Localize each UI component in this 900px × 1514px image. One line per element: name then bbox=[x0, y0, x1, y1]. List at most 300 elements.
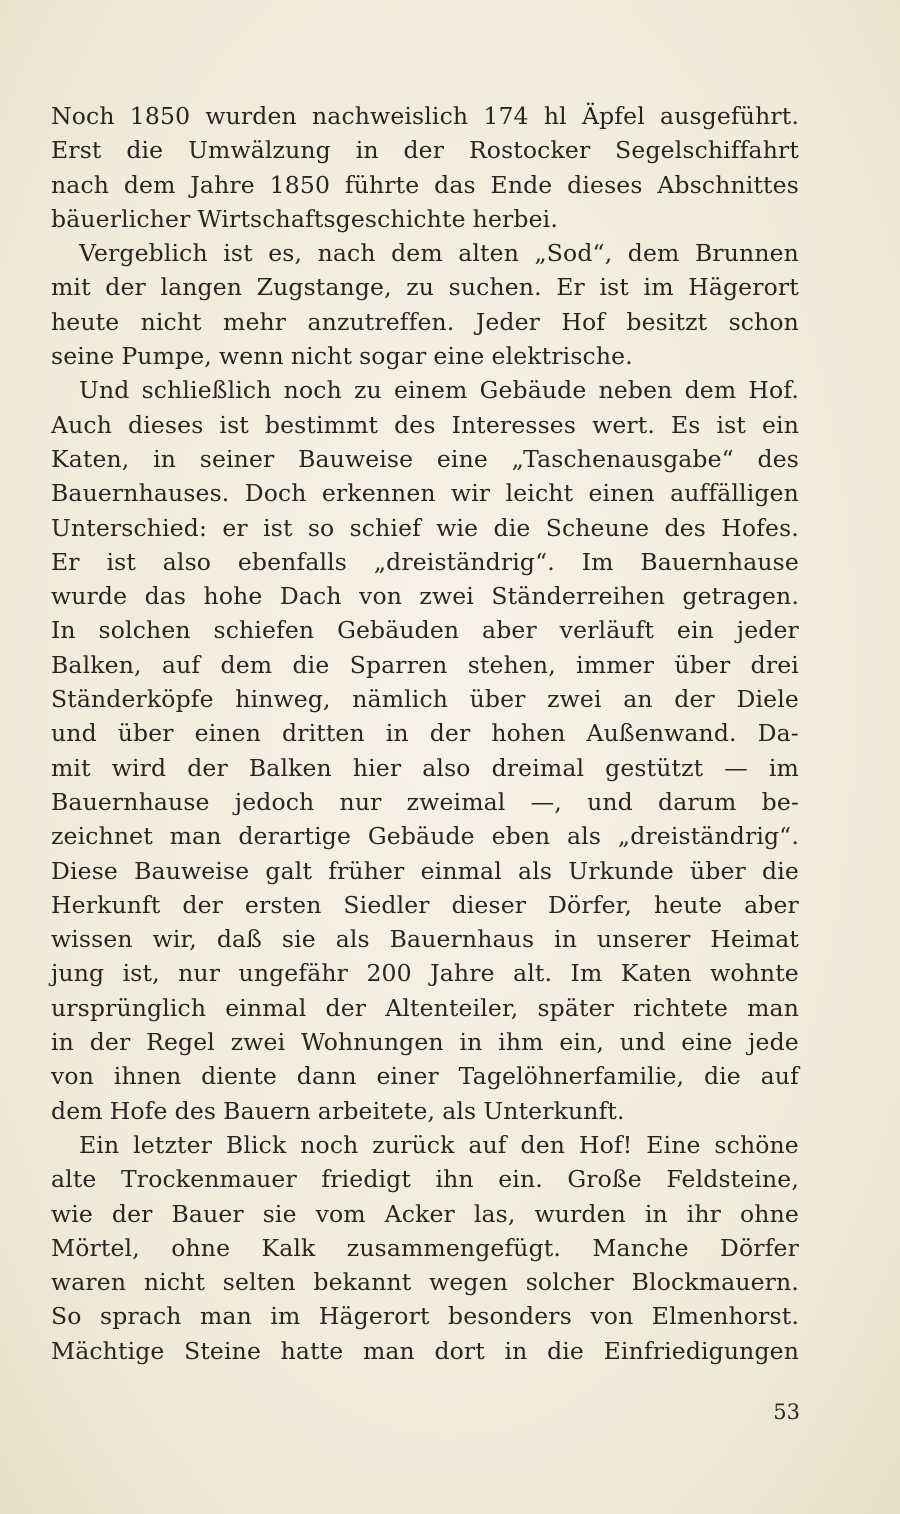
word: Hägerort bbox=[318, 1302, 430, 1331]
word: Dörfer bbox=[720, 1233, 799, 1262]
word: erkennen bbox=[321, 479, 436, 508]
word: Gebäude bbox=[367, 822, 475, 851]
word: wert. bbox=[592, 410, 655, 439]
word: Hof! bbox=[578, 1130, 633, 1159]
word: dritten bbox=[282, 719, 365, 748]
word: jeder bbox=[736, 616, 799, 645]
text-line bbox=[51, 1059, 799, 1093]
word: galt bbox=[265, 856, 313, 885]
word: herbei. bbox=[472, 204, 558, 233]
word: Hof. bbox=[748, 376, 799, 405]
word: einen bbox=[588, 479, 655, 508]
text-line bbox=[51, 648, 799, 682]
word: Diele bbox=[736, 685, 799, 714]
word: Siedler bbox=[343, 890, 430, 919]
word: „dreiständrig“. bbox=[617, 822, 799, 851]
text-line bbox=[51, 270, 799, 304]
word: wir bbox=[450, 479, 491, 508]
text-line bbox=[51, 1162, 799, 1196]
word: Abschnittes bbox=[657, 170, 799, 199]
word: 1850 bbox=[129, 102, 191, 130]
word: und bbox=[587, 787, 633, 816]
word: in bbox=[51, 1028, 74, 1057]
word: wie bbox=[436, 513, 479, 542]
word: gestützt bbox=[605, 753, 704, 782]
word: noch bbox=[283, 376, 342, 405]
word: zwei bbox=[547, 685, 602, 714]
word: dreimal bbox=[491, 753, 585, 782]
word: sie bbox=[281, 925, 316, 954]
word: von bbox=[51, 1062, 95, 1091]
word: „Taschenausgabe“ bbox=[511, 444, 734, 473]
text-line bbox=[51, 1197, 799, 1231]
word: wenn bbox=[218, 342, 284, 371]
word: einmal bbox=[225, 993, 307, 1022]
word: eine bbox=[436, 444, 488, 473]
word: Balken, bbox=[51, 650, 142, 679]
word: ein, bbox=[559, 1028, 604, 1057]
word: Acker bbox=[384, 1199, 455, 1228]
text-line bbox=[51, 956, 799, 990]
word: man bbox=[199, 1302, 252, 1331]
text-line bbox=[51, 373, 799, 407]
word: sie bbox=[262, 1199, 297, 1228]
word: bekannt bbox=[313, 1268, 412, 1297]
word: wohnte bbox=[710, 959, 799, 988]
word: ein bbox=[676, 616, 714, 645]
word: die bbox=[762, 856, 799, 885]
word: als bbox=[442, 1096, 477, 1125]
word: Und bbox=[79, 376, 130, 405]
word: so bbox=[307, 513, 335, 542]
word: Einfriedigungen bbox=[603, 1336, 799, 1365]
text-line bbox=[51, 1128, 799, 1162]
word: schließlich bbox=[141, 376, 272, 405]
word: immer bbox=[576, 650, 655, 679]
word: der bbox=[105, 273, 146, 302]
text-line bbox=[51, 613, 799, 647]
text-line bbox=[51, 99, 799, 133]
word: stehen, bbox=[467, 650, 556, 679]
word: Ein bbox=[79, 1130, 120, 1159]
word: Katen, bbox=[51, 444, 130, 473]
word: jung bbox=[51, 959, 105, 988]
word: die bbox=[126, 136, 164, 165]
word: unserer bbox=[596, 925, 691, 954]
word: Jahre bbox=[190, 170, 255, 199]
word: mit bbox=[51, 273, 91, 302]
word: Heimat bbox=[710, 925, 799, 954]
word: in bbox=[153, 444, 177, 473]
word: der bbox=[111, 1199, 153, 1228]
body-text bbox=[51, 99, 799, 1368]
word: zweimal bbox=[406, 787, 506, 816]
text-line bbox=[51, 751, 799, 785]
text-line bbox=[51, 236, 799, 270]
word: Balken bbox=[248, 753, 332, 782]
word: getragen. bbox=[682, 582, 799, 611]
word: be- bbox=[761, 787, 799, 816]
word: des bbox=[757, 444, 799, 473]
word: eine bbox=[433, 342, 485, 371]
word: 174 bbox=[483, 102, 529, 130]
word: mehr bbox=[223, 307, 287, 336]
word: Katen bbox=[620, 959, 692, 988]
word: wie bbox=[51, 1199, 93, 1228]
word: nicht bbox=[140, 307, 202, 336]
word: eine bbox=[681, 1028, 733, 1057]
word: nach bbox=[317, 239, 376, 268]
word: wurde bbox=[51, 582, 128, 611]
word: solchen bbox=[98, 616, 191, 645]
word: über bbox=[674, 650, 731, 679]
word: Hofes. bbox=[721, 513, 799, 542]
word: führte bbox=[344, 170, 420, 199]
page-number: 53 bbox=[773, 1400, 800, 1424]
word: in bbox=[385, 719, 409, 748]
word: dem bbox=[220, 650, 273, 679]
word: im bbox=[643, 273, 674, 302]
word: 1850 bbox=[269, 170, 331, 199]
word: Dach bbox=[279, 582, 342, 611]
word: Bauernhause bbox=[51, 787, 210, 816]
word: Blick bbox=[225, 1130, 287, 1159]
word: Auch bbox=[51, 410, 113, 439]
word: ist, bbox=[122, 959, 160, 988]
word: auf bbox=[760, 1062, 799, 1091]
word: friedigt bbox=[321, 1165, 411, 1194]
word: wurden bbox=[205, 102, 297, 130]
word: solcher bbox=[525, 1268, 614, 1297]
word: einen bbox=[194, 719, 262, 748]
text-line bbox=[51, 888, 799, 922]
word: Es bbox=[670, 410, 701, 439]
word: wird bbox=[111, 753, 167, 782]
word: man bbox=[747, 993, 799, 1022]
word: hl bbox=[543, 102, 567, 130]
word: es, bbox=[268, 239, 303, 268]
word: der bbox=[182, 890, 224, 919]
text-line bbox=[51, 785, 799, 819]
word: in bbox=[504, 1336, 528, 1365]
word: diente bbox=[201, 1062, 277, 1091]
word: dem bbox=[123, 170, 176, 199]
word: Diese bbox=[51, 856, 118, 885]
word: leicht bbox=[505, 479, 574, 508]
word: In bbox=[51, 616, 76, 645]
word: nachweislich bbox=[312, 102, 469, 130]
text-line bbox=[51, 819, 799, 853]
word: noch bbox=[300, 1130, 359, 1159]
word: Bauernhaus bbox=[389, 925, 535, 954]
word: ausgeführt. bbox=[660, 102, 799, 130]
word: von bbox=[590, 1302, 634, 1331]
word: dieser bbox=[451, 890, 527, 919]
word: besitzt bbox=[626, 307, 708, 336]
word: in bbox=[554, 925, 577, 954]
text-line bbox=[51, 716, 799, 750]
word: Bauer bbox=[171, 1199, 244, 1228]
text-line bbox=[51, 133, 799, 167]
word: sogar bbox=[359, 342, 427, 371]
word: nach bbox=[51, 170, 110, 199]
word: darum bbox=[658, 787, 737, 816]
text-line bbox=[51, 1231, 799, 1265]
word: zusammengefügt. bbox=[346, 1233, 561, 1262]
word: jede bbox=[748, 1028, 799, 1057]
word: schiefen bbox=[213, 616, 315, 645]
word: zu bbox=[353, 376, 382, 405]
word: Umwälzung bbox=[188, 136, 331, 165]
word: ohne bbox=[171, 1233, 231, 1262]
word: Pumpe, bbox=[121, 342, 212, 371]
word: Dörfer, bbox=[548, 890, 633, 919]
word: auf bbox=[468, 1130, 507, 1159]
word: als bbox=[335, 925, 370, 954]
word: verläuft bbox=[559, 616, 655, 645]
word: des bbox=[174, 1096, 217, 1125]
word: man bbox=[362, 1336, 415, 1365]
word: ihr bbox=[686, 1199, 722, 1228]
word: zurück bbox=[372, 1130, 455, 1159]
word: alten bbox=[458, 239, 519, 268]
word: Äpfel bbox=[581, 102, 645, 130]
word: seine bbox=[51, 342, 115, 371]
word: dieses bbox=[128, 410, 204, 439]
word: vom bbox=[315, 1199, 366, 1228]
word: Erst bbox=[51, 136, 102, 165]
text-line bbox=[51, 991, 799, 1025]
word: Wohnungen bbox=[301, 1028, 444, 1057]
word: mit bbox=[51, 753, 91, 782]
word: also bbox=[422, 753, 471, 782]
word: nicht bbox=[143, 1268, 206, 1297]
text-line bbox=[51, 408, 799, 442]
word: Bauernhause bbox=[640, 547, 799, 576]
word: ursprünglich bbox=[51, 993, 207, 1022]
word: als bbox=[567, 822, 602, 851]
word: dort bbox=[434, 1336, 485, 1365]
word: ihm bbox=[498, 1028, 544, 1057]
word: die bbox=[493, 513, 531, 542]
text-line bbox=[51, 476, 799, 510]
word: Mörtel, bbox=[51, 1233, 140, 1262]
word: Urkunde bbox=[568, 856, 674, 885]
word: dann bbox=[296, 1062, 357, 1091]
word: waren bbox=[51, 1268, 127, 1297]
word: Hof bbox=[561, 307, 606, 336]
word: Er bbox=[51, 547, 80, 576]
word: Blockmauern. bbox=[631, 1268, 799, 1297]
word: also bbox=[162, 547, 212, 576]
word: Wirtschaftsgeschichte bbox=[197, 204, 466, 233]
word: im bbox=[768, 753, 799, 782]
word: Ende bbox=[490, 170, 553, 199]
word: schief bbox=[349, 513, 421, 542]
word: So bbox=[51, 1302, 82, 1331]
word: ein. bbox=[498, 1165, 543, 1194]
word: ebenfalls bbox=[237, 547, 348, 576]
text-line bbox=[51, 579, 799, 613]
text-line bbox=[51, 202, 799, 236]
word: zu bbox=[406, 273, 435, 302]
word: drei bbox=[750, 650, 799, 679]
word: der bbox=[325, 993, 367, 1022]
word: ist bbox=[219, 410, 249, 439]
word: einem bbox=[393, 376, 468, 405]
word: 200 bbox=[366, 959, 412, 988]
word: wurden bbox=[534, 1199, 626, 1228]
word: elektrische. bbox=[491, 342, 633, 371]
word: und bbox=[51, 719, 97, 748]
word: aber bbox=[744, 890, 799, 919]
word: der bbox=[89, 1028, 131, 1057]
word: letzter bbox=[133, 1130, 213, 1159]
word: Jahre bbox=[430, 959, 495, 988]
word: Steine bbox=[184, 1336, 262, 1365]
word: hatte bbox=[280, 1336, 344, 1365]
word: Mächtige bbox=[51, 1336, 165, 1365]
word: nicht bbox=[290, 342, 353, 371]
word: Doch bbox=[244, 479, 307, 508]
word: dem bbox=[51, 1096, 103, 1125]
text-line bbox=[51, 442, 799, 476]
text-line bbox=[51, 168, 799, 202]
word: Hofe bbox=[109, 1096, 168, 1125]
word: als bbox=[518, 856, 553, 885]
word: Gebäuden bbox=[337, 616, 460, 645]
word: heute bbox=[51, 307, 120, 336]
word: die bbox=[547, 1336, 584, 1365]
text-line bbox=[51, 854, 799, 888]
word: „dreiständrig“. bbox=[373, 547, 555, 576]
word: Altenteiler, bbox=[385, 993, 519, 1022]
text-line bbox=[51, 682, 799, 716]
word: derartige bbox=[238, 822, 352, 851]
word: dieses bbox=[567, 170, 643, 199]
word: Bauernhauses. bbox=[51, 479, 230, 508]
word: den bbox=[520, 1130, 566, 1159]
word: das bbox=[434, 170, 476, 199]
word: des bbox=[664, 513, 706, 542]
word: neben bbox=[598, 376, 673, 405]
word: heute bbox=[653, 890, 723, 919]
word: —, bbox=[530, 787, 562, 816]
word: Außenwand. bbox=[586, 719, 737, 748]
word: Große bbox=[567, 1165, 642, 1194]
word: im bbox=[270, 1302, 301, 1331]
word: zwei bbox=[230, 1028, 286, 1057]
word: ist bbox=[106, 547, 136, 576]
word: ist bbox=[716, 410, 746, 439]
word: hinweg, bbox=[235, 685, 331, 714]
word: Trockenmauer bbox=[120, 1165, 297, 1194]
word: des bbox=[394, 410, 436, 439]
word: „Sod“, bbox=[534, 239, 613, 268]
word: dem bbox=[684, 376, 737, 405]
word: anzutreffen. bbox=[307, 307, 455, 336]
word: Gebäude bbox=[479, 376, 587, 405]
word: Herkunft bbox=[51, 890, 161, 919]
word: Kalk bbox=[261, 1233, 316, 1262]
word: hier bbox=[352, 753, 402, 782]
text-line bbox=[51, 1094, 799, 1128]
word: ungefähr bbox=[238, 959, 349, 988]
text-line bbox=[51, 305, 799, 339]
text-line bbox=[51, 1265, 799, 1299]
word: die bbox=[703, 1062, 741, 1091]
word: einer bbox=[376, 1062, 439, 1091]
word: wir, bbox=[152, 925, 197, 954]
text-line bbox=[51, 1025, 799, 1059]
word: langen bbox=[160, 273, 243, 302]
word: in bbox=[644, 1199, 668, 1228]
word: Bauweise bbox=[134, 856, 250, 885]
word: früher bbox=[328, 856, 405, 885]
word: wissen bbox=[51, 925, 133, 954]
word: schöne bbox=[714, 1130, 799, 1159]
text-line bbox=[51, 1299, 799, 1333]
word: dem bbox=[627, 239, 680, 268]
word: arbeitete, bbox=[317, 1096, 436, 1125]
word: Scheune bbox=[545, 513, 650, 542]
word: aber bbox=[482, 616, 537, 645]
word: Noch bbox=[51, 102, 115, 130]
text-line bbox=[51, 339, 799, 373]
word: in bbox=[459, 1028, 483, 1057]
word: bäuerlicher bbox=[51, 204, 191, 233]
word: — bbox=[724, 753, 748, 782]
word: Vergeblich bbox=[79, 239, 208, 268]
word: der bbox=[674, 685, 715, 714]
text-line bbox=[51, 511, 799, 545]
word: das bbox=[144, 582, 187, 611]
word: nämlich bbox=[352, 685, 449, 714]
word: ihn bbox=[435, 1165, 474, 1194]
word: Da- bbox=[757, 719, 799, 748]
word: von bbox=[359, 582, 403, 611]
word: er bbox=[222, 513, 248, 542]
word: Im bbox=[581, 547, 614, 576]
word: Tagelöhnerfamilie, bbox=[458, 1062, 685, 1091]
word: ist bbox=[263, 513, 293, 542]
word: ohne bbox=[739, 1199, 799, 1228]
word: in bbox=[355, 136, 379, 165]
word: besonders bbox=[448, 1302, 572, 1331]
word: der bbox=[429, 719, 471, 748]
word: ist bbox=[599, 273, 629, 302]
word: und bbox=[619, 1028, 666, 1057]
word: Im bbox=[570, 959, 603, 988]
word: dem bbox=[391, 239, 443, 268]
word: wegen bbox=[429, 1268, 508, 1297]
word: der bbox=[187, 753, 228, 782]
word: alt. bbox=[513, 959, 553, 988]
word: Manche bbox=[592, 1233, 689, 1262]
word: jedoch bbox=[234, 787, 315, 816]
word: daß bbox=[216, 925, 263, 954]
word: sprach bbox=[100, 1302, 182, 1331]
word: über bbox=[117, 719, 174, 748]
word: Rostocker bbox=[468, 136, 591, 165]
word: schon bbox=[728, 307, 799, 336]
word: über bbox=[469, 685, 526, 714]
word: selten bbox=[222, 1268, 296, 1297]
word: einmal bbox=[420, 856, 502, 885]
word: ein bbox=[761, 410, 799, 439]
text-line bbox=[51, 922, 799, 956]
word: ihnen bbox=[113, 1062, 182, 1091]
